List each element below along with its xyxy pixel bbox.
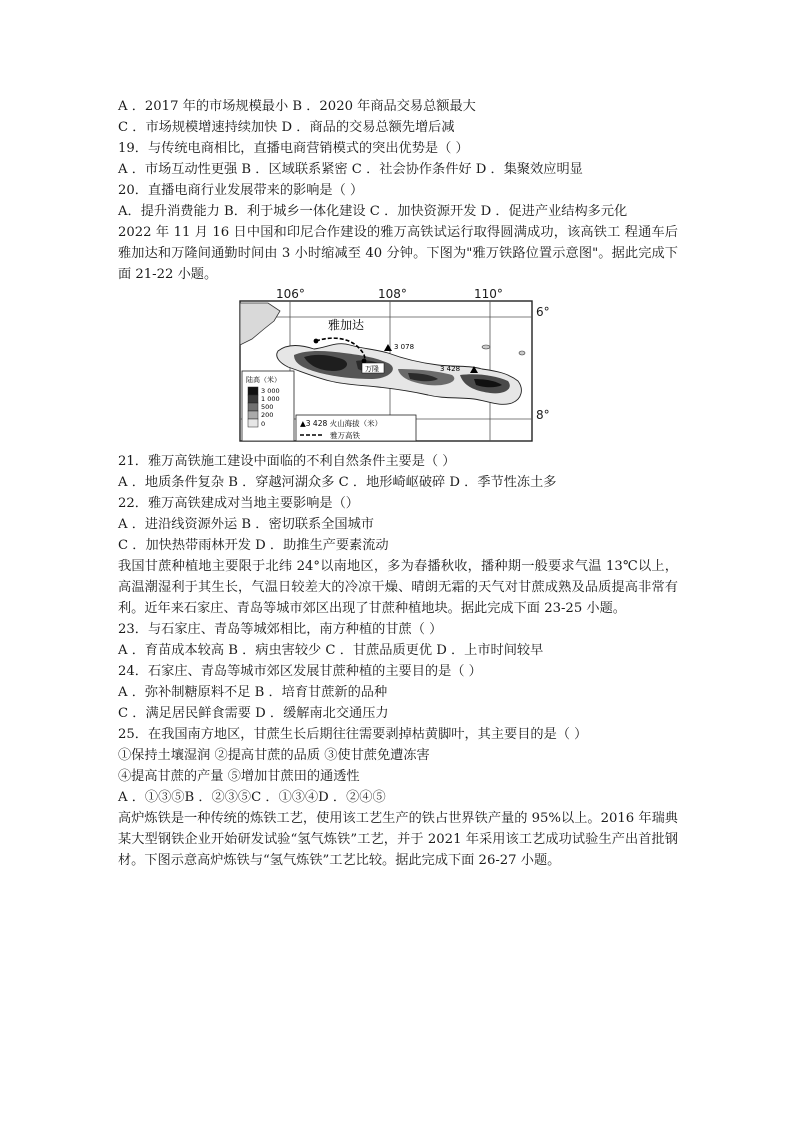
q24-options-line1: A ．弥补制糖原料不足 B ．培育甘蔗新的品种 bbox=[118, 685, 388, 700]
legend-title: 陆高（米） bbox=[246, 376, 281, 384]
q23-options: A ．育苗成本较高 B ．病虫害较少 C ．甘蔗品质更优 D ．上市时间较早 bbox=[118, 643, 544, 658]
q20-stem: 20．直播电商行业发展带来的影响是（ ） bbox=[118, 183, 364, 198]
peak-label-3428: 3 428 bbox=[440, 365, 461, 373]
q22-options-line2: C ．加快热带雨林开发 D ．助推生产要素流动 bbox=[118, 538, 389, 553]
legend-volcano: ▲3 428 火山海拔（米） bbox=[300, 419, 383, 428]
q23-stem: 23．与石家庄、青岛等城郊相比，南方种植的甘蔗（ ） bbox=[118, 622, 443, 637]
exam-page bbox=[118, 96, 678, 871]
passage-21-22: 2022 年 11 月 16 日中国和印尼合作建设的雅万高铁试运行取得圆满成功，该高铁工 程通车后雅加达和万隆间通勤时间由 3 小时缩减至 40 分钟。下图为"雅万铁路位置示意图"。据此完成下面 21-22 小题。 bbox=[118, 225, 678, 282]
q24-options-line2: C ．满足居民鲜食需要 D ．缓解南北交通压力 bbox=[118, 706, 389, 721]
passage-23-25: 我国甘蔗种植地主要限于北纬 24°以南地区，多为春播秋收，播种期一般要求气温 13℃以上，高温潮湿利于其生长，气温日较差大的冷凉干燥、晴朗无霜的天气对甘蔗成熟及品质提高非常有利。近年来石家庄、青岛等城市郊区出现了甘蔗种植地块。据此完成下面 23-25 小题。 bbox=[118, 559, 678, 616]
lat-label-8: 8° bbox=[536, 408, 550, 422]
legend-level-500: 500 bbox=[261, 403, 274, 411]
q18-options-line2: C ．市场规模增速持续加快 D ．商品的交易总额先增后减 bbox=[118, 120, 455, 135]
lon-label-108: 108° bbox=[378, 287, 407, 301]
peak-label-3078: 3 078 bbox=[394, 343, 415, 351]
legend-level-200: 200 bbox=[261, 411, 274, 419]
lon-label-106: 106° bbox=[276, 287, 305, 301]
q25-items-line2: ④提高甘蔗的产量 ⑤增加甘蔗田的通透性 bbox=[118, 769, 360, 784]
q22-stem: 22．雅万高铁建成对当地主要影响是（） bbox=[118, 496, 359, 511]
passage-26-27: 高炉炼铁是一种传统的炼铁工艺，使用该工艺生产的铁占世界铁产量的 95%以上。2016 年瑞典某大型钢铁企业开始研发试验“氢气炼铁”工艺，并于 2021 年采用该工艺成功试验生产出首批钢材。下图示意高炉炼铁与“氢气炼铁”工艺比较。据此完成下面 26-27 小题。 bbox=[118, 811, 678, 868]
q19-options: A ．市场互动性更强 B ．区域联系紧密 C ．社会协作条件好 D ．集聚效应明显 bbox=[118, 162, 583, 177]
legend-railway: 雅万高铁 bbox=[330, 431, 360, 440]
q25-items-line1: ①保持土壤湿润 ②提高甘蔗的品质 ③使甘蔗免遭冻害 bbox=[118, 748, 430, 763]
q24-stem: 24．石家庄、青岛等城市郊区发展甘蔗种植的主要目的是（ ） bbox=[118, 664, 482, 679]
q25-stem: 25．在我国南方地区，甘蔗生长后期往往需要剥掉枯黄脚叶，其主要目的是（ ） bbox=[118, 727, 588, 742]
q22-options-line1: A ．进沿线资源外运 B ．密切联系全国城市 bbox=[118, 517, 374, 532]
q21-stem: 21．雅万高铁施工建设中面临的不利自然条件主要是（ ） bbox=[118, 454, 456, 469]
q19-stem: 19．与传统电商相比，直播电商营销模式的突出优势是（ ） bbox=[118, 141, 469, 156]
legend-level-0: 0 bbox=[261, 420, 266, 428]
lat-label-6: 6° bbox=[536, 305, 550, 319]
map-figure bbox=[238, 289, 550, 445]
q21-options: A ．地质条件复杂 B ．穿越河湖众多 C ．地形崎岖破碎 D ．季节性冻土多 bbox=[118, 475, 557, 490]
lon-label-110: 110° bbox=[474, 287, 503, 301]
q20-options: A．提升消费能力 B．利于城乡一体化建设 C ．加快资源开发 D ．促进产业结构多元化 bbox=[118, 204, 628, 219]
legend-level-3000: 3 000 bbox=[261, 387, 280, 395]
q25-options: A ．①③⑤B ．②③⑤C ．①③④D ．②④⑤ bbox=[118, 790, 386, 805]
yawan-railway-map bbox=[238, 289, 550, 445]
q18-options-line1: A ．2017 年的市场规模最小 B ．2020 年商品交易总额最大 bbox=[118, 99, 476, 114]
city-label-jakarta: 雅加达 bbox=[328, 318, 365, 332]
legend-level-1000: 1 000 bbox=[261, 395, 280, 403]
city-label-bandung: 万隆 bbox=[365, 365, 379, 373]
